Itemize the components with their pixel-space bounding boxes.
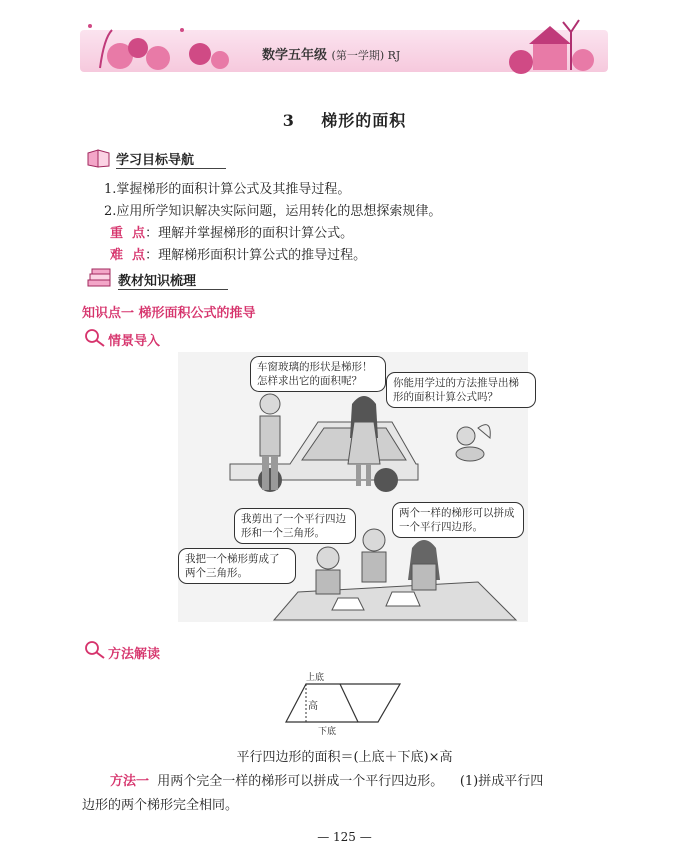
diagram-height-label: 高 xyxy=(308,701,318,712)
section-title-text: 梯形的面积 xyxy=(321,111,407,130)
diagram-top-label: 上底 xyxy=(306,673,325,683)
magnifier-icon-2 xyxy=(84,640,106,660)
method-one-row xyxy=(110,770,543,789)
diagram-bottom-label: 下底 xyxy=(318,727,337,737)
method-one-label: 方法一 xyxy=(110,774,150,789)
method-label: 方法解读 xyxy=(108,647,161,662)
knowledge-heading-underline xyxy=(118,289,228,290)
method-one-text: 用两个完全一样的梯形可以拼成一个平行四边形。 xyxy=(157,774,444,789)
goal-item-2: 2.应用所学知识解决实际问题，运用转化的思想探索规律。 xyxy=(104,204,442,219)
speech-bubble-child-3: 我把一个梯形剪成了两个三角形。 xyxy=(178,548,296,584)
difficult-point-row xyxy=(110,244,366,263)
goal-item-1: 1.掌握梯形的面积计算公式及其推导过程。 xyxy=(104,182,351,197)
knowledge-point-title: 知识点一 梯形面积公式的推导 xyxy=(82,306,256,321)
method-one-text-3: 边形的两个梯形完全相同。 xyxy=(82,798,239,813)
bush-right-1 xyxy=(509,50,533,74)
flower-left-5 xyxy=(211,51,229,69)
difficult-point-label: 难 点 xyxy=(110,248,146,263)
bush-right-2 xyxy=(572,49,594,71)
key-point-row xyxy=(110,222,353,241)
formula: 平行四边形的面积＝(上底＋下底)×高 xyxy=(236,750,453,765)
header-decoration-left xyxy=(80,18,260,74)
section-number: 3 xyxy=(282,111,295,130)
dot-left-2 xyxy=(180,28,184,32)
paper-trapezoid-1 xyxy=(332,598,364,610)
speech-bubble-boy: 车窗玻璃的形状是梯形！怎样求出它的面积呢？ xyxy=(250,356,386,392)
car-wheel-back xyxy=(374,468,398,492)
difficult-point-text: ：理解梯形面积计算公式的推导过程。 xyxy=(145,248,367,263)
method-one-text-2: (1)拼成平行四 xyxy=(459,774,544,789)
speech-bubble-angel: 你能用学过的方法推导出梯形的面积计算公式吗？ xyxy=(386,372,536,408)
house-body xyxy=(533,42,567,70)
scene-label: 情景导入 xyxy=(108,334,161,349)
house-roof xyxy=(529,26,571,44)
dot-left-1 xyxy=(88,24,92,28)
speech-bubble-child-1: 我剪出了一个平行四边形和一个三角形。 xyxy=(234,508,356,544)
books-stack-icon xyxy=(86,268,114,288)
flower-left-2 xyxy=(128,38,148,58)
page-number: — 125 — xyxy=(317,830,372,844)
goals-heading: 学习目标导航 xyxy=(116,153,195,168)
parallelogram-diagram xyxy=(282,668,408,738)
book-icon xyxy=(86,147,112,169)
trapezoid-divider xyxy=(340,684,358,722)
goals-heading-underline xyxy=(116,168,226,169)
knowledge-heading: 教材知识梳理 xyxy=(118,274,197,289)
header-subtitle: (第一学期) RJ xyxy=(331,49,401,62)
paper-trapezoid-2 xyxy=(386,592,420,606)
speech-bubble-child-2: 两个一样的梯形可以拼成一个平行四边形。 xyxy=(392,502,524,538)
car-wheel-front xyxy=(258,468,282,492)
header-title xyxy=(262,44,400,63)
section-title xyxy=(0,108,689,131)
flower-left-4 xyxy=(189,43,211,65)
header-title-main: 数学五年级 xyxy=(262,48,328,63)
magnifier-icon xyxy=(84,328,106,348)
key-point-label: 重 点 xyxy=(110,226,146,241)
header-decoration-right xyxy=(505,14,605,74)
key-point-text: ：理解并掌握梯形的面积计算公式。 xyxy=(145,226,354,241)
flower-left-3 xyxy=(146,46,170,70)
